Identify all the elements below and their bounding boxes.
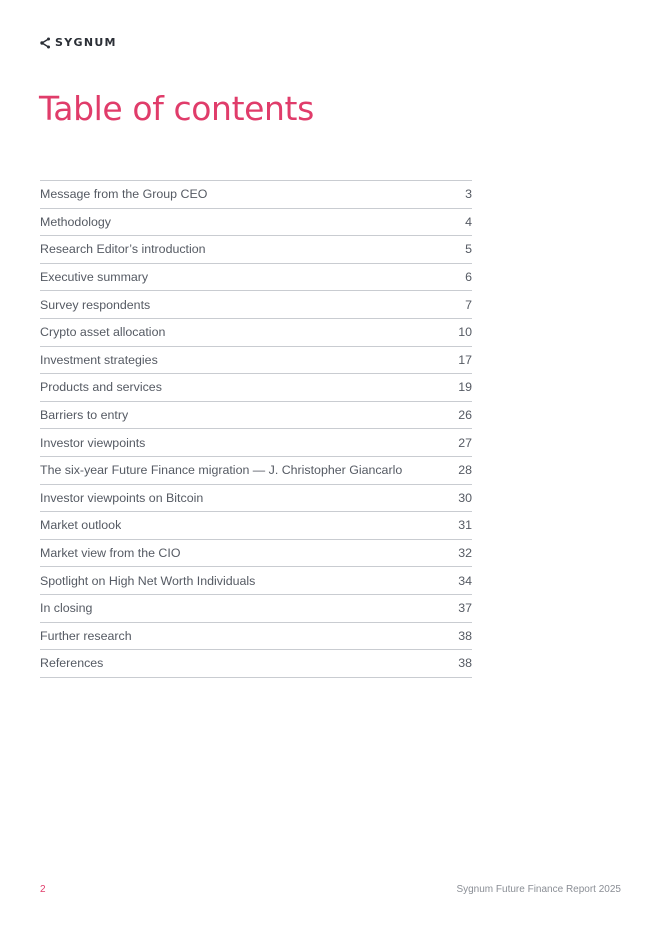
toc-entry-title: Executive summary xyxy=(40,270,149,285)
footer-report-name: Sygnum Future Finance Report 2025 xyxy=(456,884,621,895)
toc-entry-page: 6 xyxy=(465,270,472,285)
table-of-contents xyxy=(40,180,472,678)
toc-entry-title: References xyxy=(40,656,104,671)
toc-entry-title: Investor viewpoints xyxy=(40,435,146,450)
toc-entry-page: 30 xyxy=(458,490,472,505)
footer-page-number: 2 xyxy=(40,884,46,895)
toc-entry[interactable] xyxy=(40,650,472,678)
toc-entry-page: 27 xyxy=(458,435,472,450)
toc-entry[interactable] xyxy=(40,623,472,651)
toc-entry-title: Investor viewpoints on Bitcoin xyxy=(40,490,204,505)
toc-entry[interactable] xyxy=(40,512,472,540)
toc-entry-title: Further research xyxy=(40,628,132,643)
toc-entry[interactable] xyxy=(40,429,472,457)
toc-entry-page: 19 xyxy=(458,380,472,395)
toc-entry-title: Survey respondents xyxy=(40,297,151,312)
toc-entry-page: 32 xyxy=(458,546,472,561)
toc-entry[interactable] xyxy=(40,181,472,209)
toc-entry-title: Market view from the CIO xyxy=(40,546,181,561)
toc-entry-title: Methodology xyxy=(40,214,111,229)
toc-entry-page: 28 xyxy=(458,463,472,478)
brand-logo xyxy=(40,36,117,50)
toc-entry[interactable] xyxy=(40,236,472,264)
toc-entry-page: 17 xyxy=(458,352,472,367)
toc-entry[interactable] xyxy=(40,347,472,375)
toc-entry-title: Spotlight on High Net Worth Individuals xyxy=(40,573,256,588)
toc-entry-title: Market outlook xyxy=(40,518,122,533)
toc-entry-page: 7 xyxy=(465,297,472,312)
toc-entry-title: Investment strategies xyxy=(40,352,158,367)
toc-entry[interactable] xyxy=(40,291,472,319)
toc-entry-page: 34 xyxy=(458,573,472,588)
logo-wordmark: SYGNUM xyxy=(55,36,117,49)
toc-entry-page: 38 xyxy=(458,628,472,643)
toc-entry-page: 37 xyxy=(458,601,472,616)
toc-entry-title: In closing xyxy=(40,601,93,616)
toc-entry[interactable] xyxy=(40,374,472,402)
toc-entry-page: 10 xyxy=(458,325,472,340)
toc-entry[interactable] xyxy=(40,402,472,430)
toc-entry-title: Crypto asset allocation xyxy=(40,325,166,340)
toc-entry[interactable] xyxy=(40,264,472,292)
toc-entry-title: Barriers to entry xyxy=(40,408,129,423)
toc-entry[interactable] xyxy=(40,485,472,513)
toc-entry-page: 3 xyxy=(465,187,472,202)
toc-entry-title: Message from the Group CEO xyxy=(40,187,208,202)
toc-entry-page: 26 xyxy=(458,408,472,423)
share-nodes-icon xyxy=(40,37,50,49)
toc-entry-title: Products and services xyxy=(40,380,162,395)
toc-entry-title: Research Editor’s introduction xyxy=(40,242,206,257)
toc-entry[interactable] xyxy=(40,540,472,568)
toc-entry[interactable] xyxy=(40,595,472,623)
toc-entry[interactable] xyxy=(40,457,472,485)
toc-entry-page: 38 xyxy=(458,656,472,671)
toc-entry-page: 5 xyxy=(465,242,472,257)
toc-entry-page: 4 xyxy=(465,214,472,229)
toc-entry[interactable] xyxy=(40,319,472,347)
toc-entry-page: 31 xyxy=(458,518,472,533)
toc-entry-title: The six-year Future Finance migration — J. Christopher Giancarlo xyxy=(40,463,403,478)
page-title: Table of contents xyxy=(39,89,314,128)
toc-entry[interactable] xyxy=(40,567,472,595)
toc-entry[interactable] xyxy=(40,209,472,237)
